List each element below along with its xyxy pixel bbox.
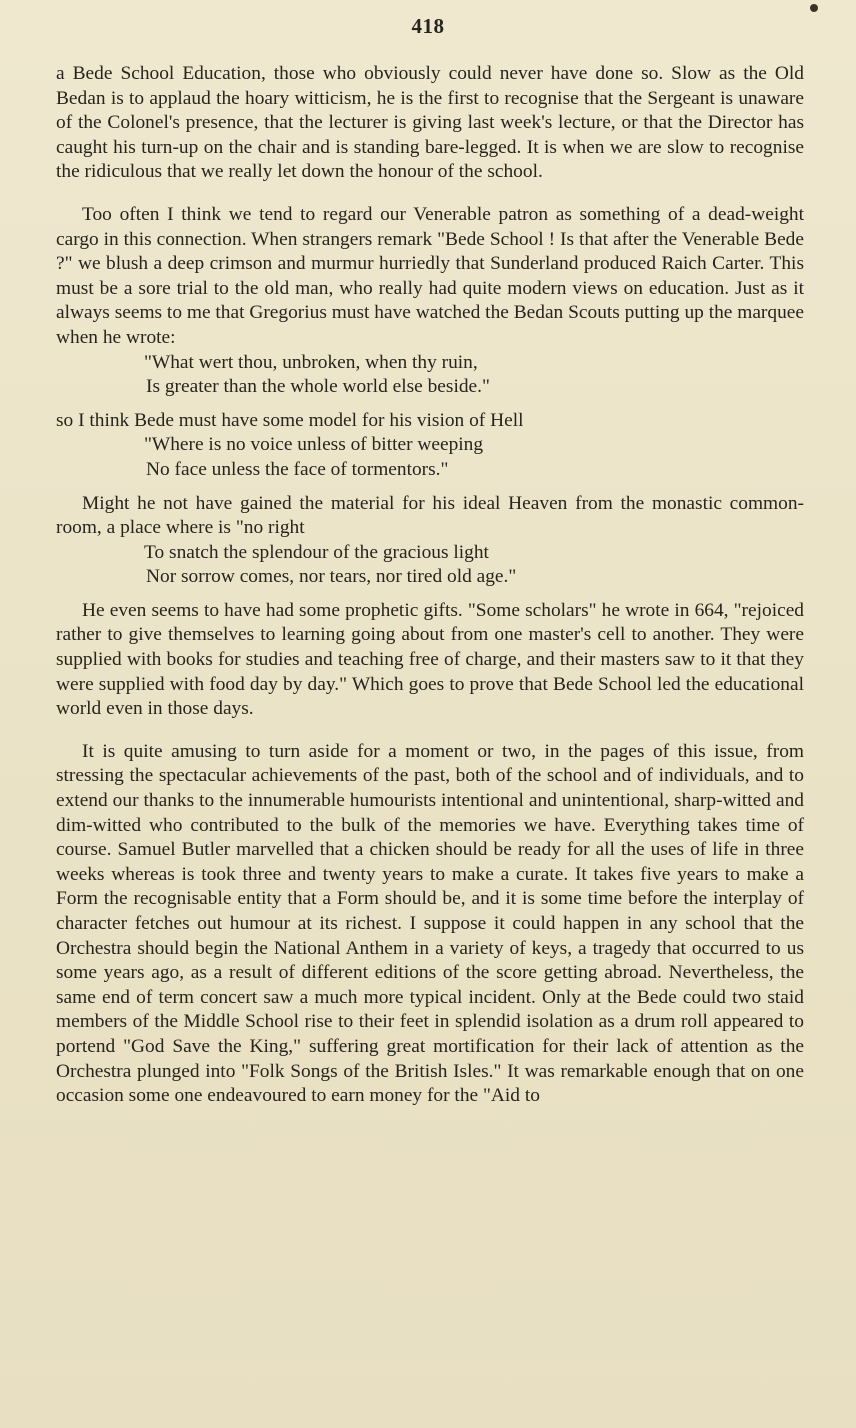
verse-1-line-1: "What wert thou, unbroken, when thy ruin, xyxy=(144,351,478,373)
paragraph-5: He even seems to have had some prophetic gifts. "Some scholars" he wrote in 664, "rejoiced rather to give themselves to learning going about from one master's cell to another. They were supplied with books for studies and teaching free of charge, and their masters saw to it that they were supplied with food day by day." Which goes to prove that Bede School led the educational world even in those days. xyxy=(56,599,804,720)
verse-quote-2 xyxy=(56,433,804,482)
paragraph-3: so I think Bede must have some model for his vision of Hell xyxy=(56,409,524,431)
body-text xyxy=(56,62,804,1109)
verse-1-line-2: Is greater than the whole world else beside." xyxy=(146,376,490,398)
page-number: 418 xyxy=(411,14,445,38)
verse-quote-3 xyxy=(56,541,804,590)
ink-dot xyxy=(810,4,818,12)
verse-3-line-2: Nor sorrow comes, nor tears, nor tired old age." xyxy=(146,566,517,588)
verse-quote-1 xyxy=(56,351,804,400)
verse-2-line-1: "Where is no voice unless of bitter weeping xyxy=(144,434,484,456)
paragraph-4: Might he not have gained the material for his ideal Heaven from the monastic common-room, a place where is "no right xyxy=(56,492,804,539)
verse-2-line-2: No face unless the face of tormentors." xyxy=(146,458,449,480)
paragraph-2: Too often I think we tend to regard our Venerable patron as something of a dead-weight cargo in this connection. When strangers remark "Bede School ! Is that after the Venerable Bede ?" we blush a deep crimson and murmur hurriedly that Sunderland produced Raich Carter. This must be a sore trial to the old man, who really had quite modern views on education. Just as it always seems to me that Gregorius must have watched the Bedan Scouts putting up the marquee when he wrote: xyxy=(56,203,804,348)
paragraph-1: a Bede School Education, those who obviously could never have done so. Slow as the Old Bedan is to applaud the hoary witticism, he is the first to recognise that the Sergeant is unaware of the Colonel's presence, that the lecturer is giving last week's lecture, or that the Director has caught his turn-up on the chair and is standing bare-legged. It is when we are slow to recognise the ridiculous that we really let down the honour of the school. xyxy=(56,63,804,183)
paragraph-6: It is quite amusing to turn aside for a moment or two, in the pages of this issue, from stressing the spectacular achievements of the past, both of the school and of individuals, and to extend our thanks to the innumerable humourists intentional and unintentional, sharp-witted and dim-witted who contributed to the bulk of the memories we have. Everything takes time of course. Samuel Butler marvelled that a chicken should be ready for all the uses of life in three weeks whereas is took three and twenty years to make a curate. It takes five years to make a Form the recognisable entity that a Form should be, and it is some time before the interplay of character fetches out humour at its richest. I suppose it could happen in any school that the Orchestra should begin the National Anthem in a variety of keys, a tragedy that occurred to us some years ago, as a result of different editions of the score getting abroad. Nevertheless, the same end of term concert saw a much more typical incident. Only at the Bede could two staid members of the Middle School rise to their feet in splendid isolation as a drum roll appeared to portend "God Save the King," suffering great mortification for their lack of attention as the Orchestra plunged into "Folk Songs of the British Isles." It was remarkable enough that on one occasion some one endeavoured to earn money for the "Aid to xyxy=(56,740,804,1107)
verse-3-line-1: To snatch the splendour of the gracious light xyxy=(144,541,489,563)
